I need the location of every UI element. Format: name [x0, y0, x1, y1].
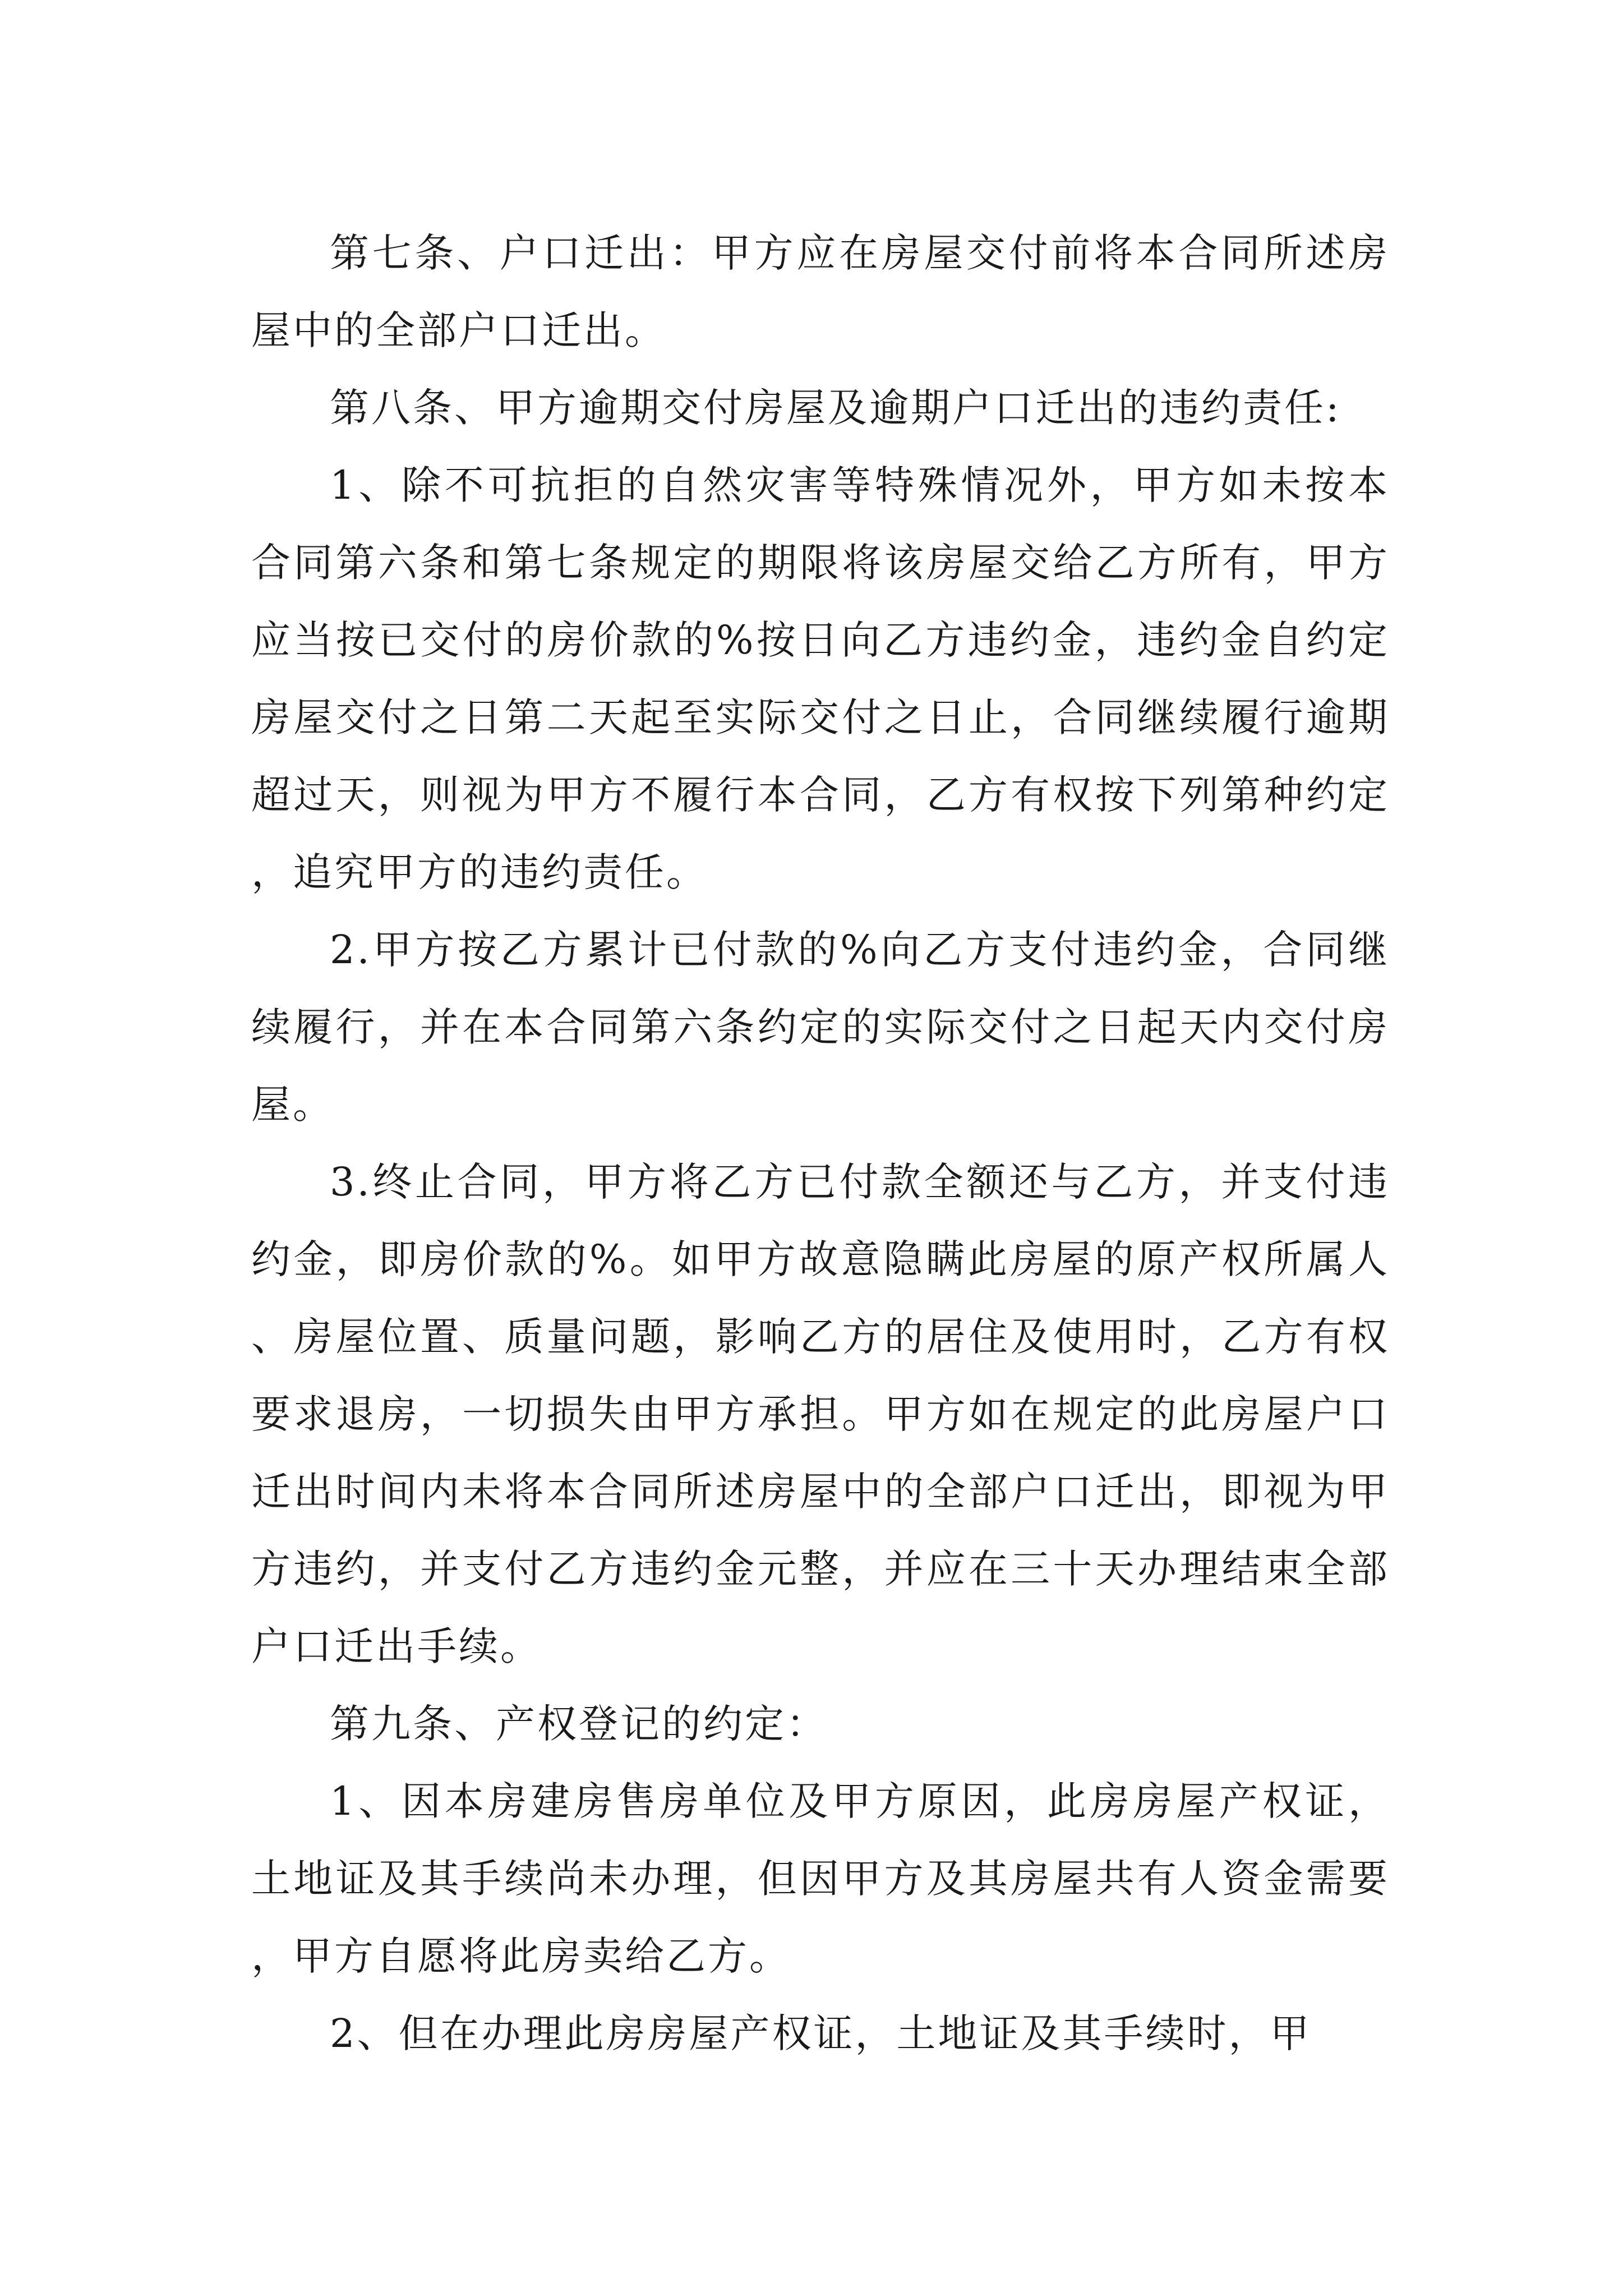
paragraph-article-8-item-1: 1、除不可抗拒的自然灾害等特殊情况外，甲方如未按本合同第六条和第七条规定的期限将该房屋交给乙方所有，甲方应当按已交付的房价款的%按日向乙方违约金，违约金自约定房屋交付之日第二天起至实际交付之日止，合同继续履行逾期超过天，则视为甲方不履行本合同，乙方有权按下列第种约定，追究甲方的违约责任。 [251, 462, 1390, 895]
paragraph-article-7: 第七条、户口迁出：甲方应在房屋交付前将本合同所述房屋中的全部户口迁出。 [251, 230, 1390, 353]
paragraph-article-9-item-2: 2、但在办理此房房屋产权证，土地证及其手续时，甲 [330, 2010, 1312, 2056]
paragraph-article-9-heading: 第九条、产权登记的约定： [330, 1701, 828, 1747]
paragraph-article-8-item-2: 2.甲方按乙方累计已付款的%向乙方支付违约金，合同继续履行，并在本合同第六条约定的实际交付之日起天内交付房屋。 [251, 927, 1390, 1128]
document-body [251, 214, 1390, 2072]
paragraph-article-8-heading: 第八条、甲方逾期交付房屋及逾期户口迁出的违约责任: [330, 385, 1341, 431]
paragraph-article-9-item-1: 1、因本房建房售房单位及甲方原因，此房房屋产权证，土地证及其手续尚未办理，但因甲方及其房屋共有人资金需要，甲方自愿将此房卖给乙方。 [251, 1778, 1390, 1979]
paragraph-article-8-item-3: 3.终止合同，甲方将乙方已付款全额还与乙方，并支付违约金，即房价款的%。如甲方故意隐瞒此房屋的原产权所属人、房屋位置、质量问题，影响乙方的居住及使用时，乙方有权要求退房，一切损失由甲方承担。甲方如在规定的此房屋户口迁出时间内未将本合同所述房屋中的全部户口迁出，即视为甲方违约，并支付乙方违约金元整，并应在三十天办理结束全部户口迁出手续。 [251, 1159, 1390, 1669]
